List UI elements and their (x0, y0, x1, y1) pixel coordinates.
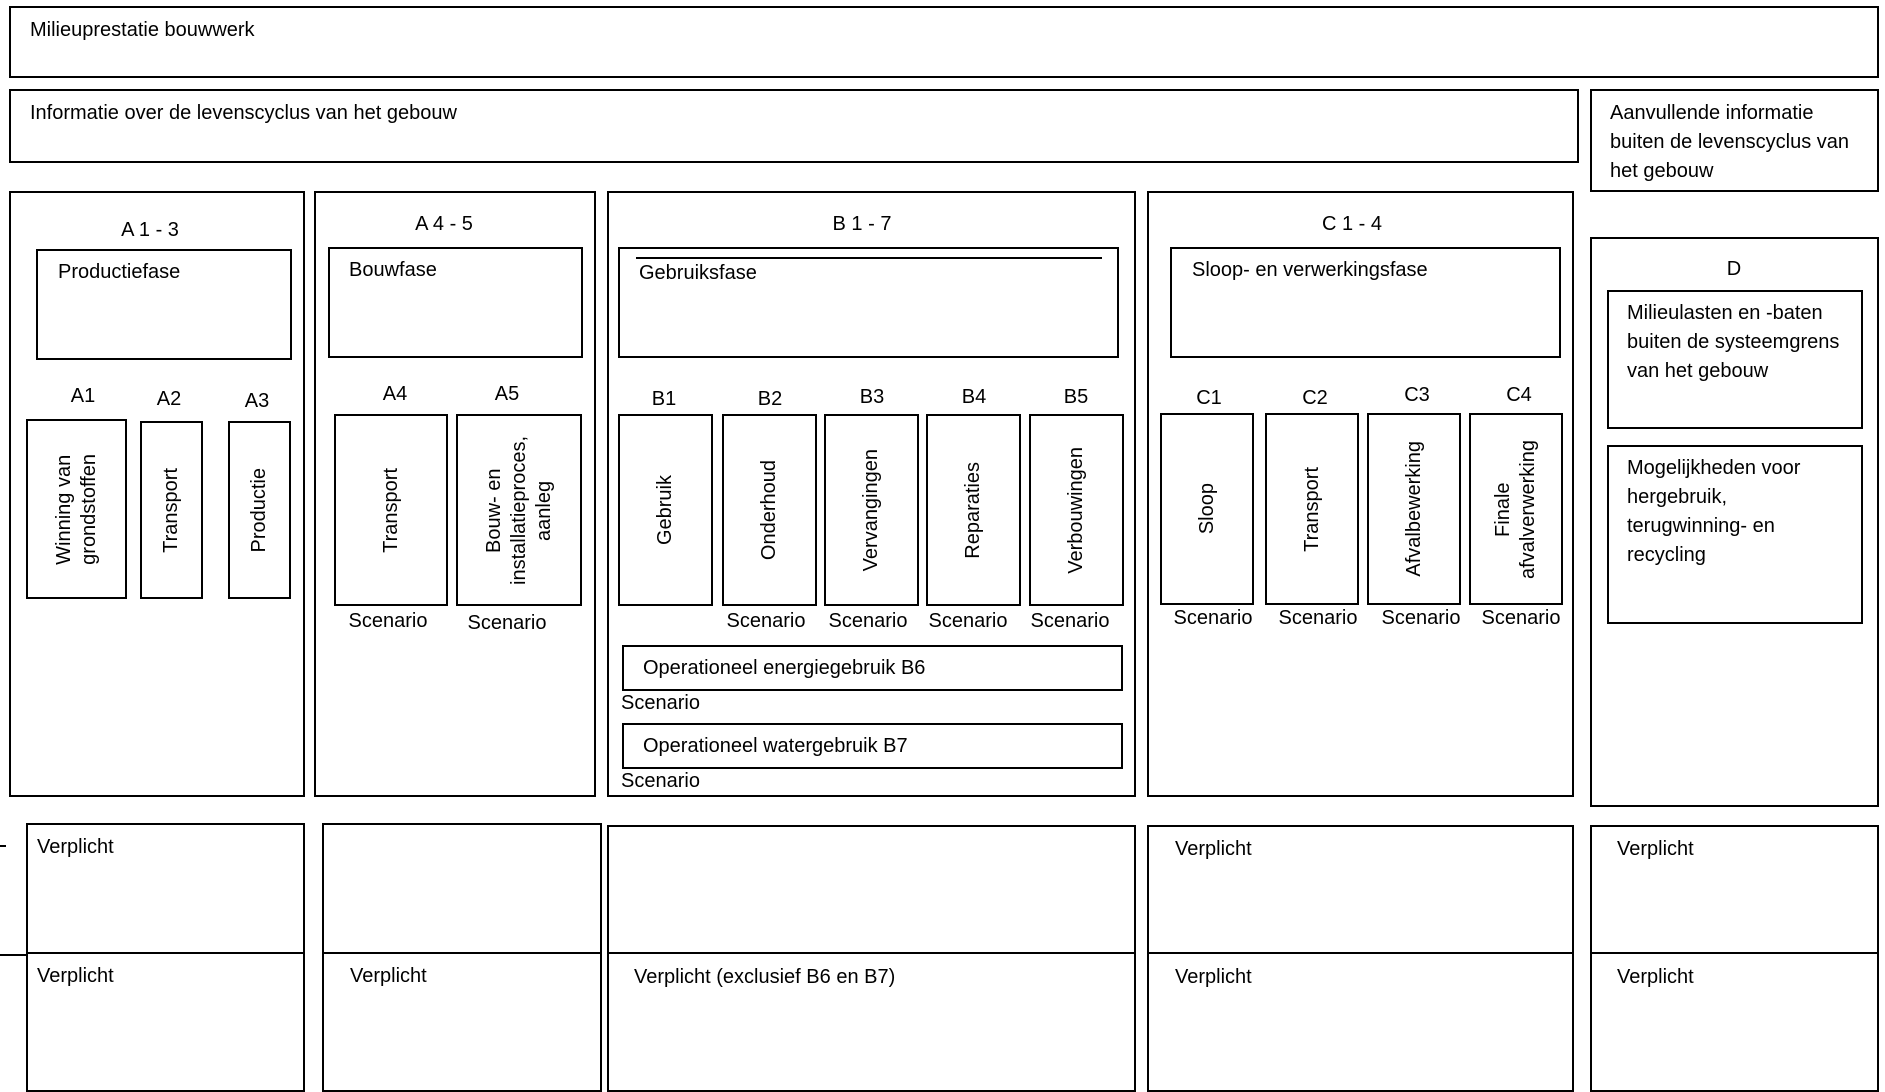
module-b2-label: Onderhoud (758, 459, 780, 561)
module-b6-scenario: Scenario (621, 692, 700, 714)
lifecycle-info-label: Informatie over de levenscyclus van het gebouw (30, 102, 457, 124)
row1-d-value: Verplicht (1617, 838, 1694, 860)
module-a5-label: Bouw- en installatieproces, aanleg (482, 435, 555, 585)
module-a4-box (334, 414, 448, 606)
row1-b17-cell (607, 825, 1136, 954)
module-c4-box (1469, 413, 1563, 605)
row2-d-value: Verplicht (1617, 966, 1694, 988)
module-a2-code: A2 (156, 388, 182, 410)
row1-a13-value: Verplicht (37, 836, 114, 858)
module-a1-box (26, 419, 127, 599)
module-a5-scenario: Scenario (467, 612, 547, 634)
group-c14-code: C 1 - 4 (1321, 213, 1383, 235)
group-d-code: D (1726, 258, 1742, 280)
module-a4-label: Transport (379, 467, 402, 553)
module-c2-scenario: Scenario (1278, 607, 1358, 629)
module-b7-scenario: Scenario (621, 770, 700, 792)
module-b3-scenario: Scenario (828, 610, 908, 632)
module-b5-code: B5 (1063, 386, 1089, 408)
module-a3-label: Productie (248, 467, 270, 553)
left-edge-tick (0, 845, 6, 847)
module-b4-code: B4 (961, 386, 987, 408)
module-c1-code: C1 (1196, 387, 1222, 409)
module-c2-label: Transport (1300, 466, 1323, 552)
module-c2-code: C2 (1302, 387, 1328, 409)
module-b3-box (824, 414, 919, 606)
module-c1-scenario: Scenario (1173, 607, 1253, 629)
module-b5-scenario: Scenario (1030, 610, 1110, 632)
group-a45-code: A 4 - 5 (415, 213, 473, 235)
group-d-loads-label: Milieulasten en -baten buiten de systeemgrens van het gebouw (1627, 302, 1840, 382)
row2-a13-value: Verplicht (37, 965, 114, 987)
group-a45-phase-label: Bouwfase (349, 259, 437, 281)
group-a13-phase-label: Productiefase (58, 261, 181, 283)
left-edge-rule (0, 954, 28, 956)
module-a5-code: A5 (494, 383, 520, 405)
group-d-options-label: Mogelijkheden voor hergebruik, terugwinning- en recycling (1627, 457, 1801, 566)
module-b1-box (618, 414, 713, 606)
module-b2-box (722, 414, 817, 606)
module-a3-box (228, 421, 291, 599)
row2-b17-value: Verplicht (exclusief B6 en B7) (634, 966, 896, 988)
module-c3-scenario: Scenario (1381, 607, 1461, 629)
module-a4-code: A4 (382, 383, 408, 405)
module-b5-box (1029, 414, 1124, 606)
module-a2-box (140, 421, 203, 599)
module-b2-scenario: Scenario (726, 610, 806, 632)
module-c4-label: Finale afvalverwerking (1492, 439, 1539, 579)
module-b1-label: Gebruik (654, 474, 676, 546)
group-c14-phase-label: Sloop- en verwerkingsfase (1192, 259, 1428, 281)
module-a1-label: Winning van grondstoffen (52, 453, 100, 565)
row1-a45-cell (322, 823, 602, 954)
module-a5-box (456, 414, 582, 606)
module-c3-box (1367, 413, 1461, 605)
module-b5-label: Verbouwingen (1065, 446, 1087, 574)
row2-a45-value: Verplicht (350, 965, 427, 987)
building-performance-box (9, 6, 1879, 78)
group-a13-code: A 1 - 3 (121, 219, 179, 241)
module-c3-code: C3 (1404, 384, 1430, 406)
supplementary-info-label: Aanvullende informatie buiten de levenscyclus van het gebouw (1610, 102, 1850, 182)
module-a3-code: A3 (244, 390, 270, 412)
module-c1-box (1160, 413, 1254, 605)
module-c2-box (1265, 413, 1359, 605)
module-a4-scenario: Scenario (348, 610, 428, 632)
module-b3-code: B3 (859, 386, 885, 408)
module-b3-label: Vervangingen (860, 448, 882, 572)
module-b1-code: B1 (651, 388, 677, 410)
module-c1-label: Sloop (1195, 483, 1218, 535)
module-b7-label: Operationeel watergebruik B7 (643, 735, 908, 757)
group-b17-code: B 1 - 7 (832, 213, 892, 235)
group-b17-phase-label: Gebruiksfase (639, 262, 757, 284)
module-a2-label: Transport (160, 467, 182, 553)
module-c4-code: C4 (1506, 384, 1532, 406)
building-performance-label: Milieuprestatie bouwwerk (30, 19, 255, 41)
module-c4-scenario: Scenario (1481, 607, 1561, 629)
row2-c14-value: Verplicht (1175, 966, 1252, 988)
module-b4-box (926, 414, 1021, 606)
module-b4-scenario: Scenario (928, 610, 1008, 632)
module-b4-label: Reparaties (962, 461, 984, 559)
module-a1-code: A1 (70, 385, 96, 407)
module-b2-code: B2 (757, 388, 783, 410)
module-c3-label: Afvalbewerking (1402, 441, 1425, 577)
row1-c14-value: Verplicht (1175, 838, 1252, 860)
module-b6-label: Operationeel energiegebruik B6 (643, 657, 926, 679)
